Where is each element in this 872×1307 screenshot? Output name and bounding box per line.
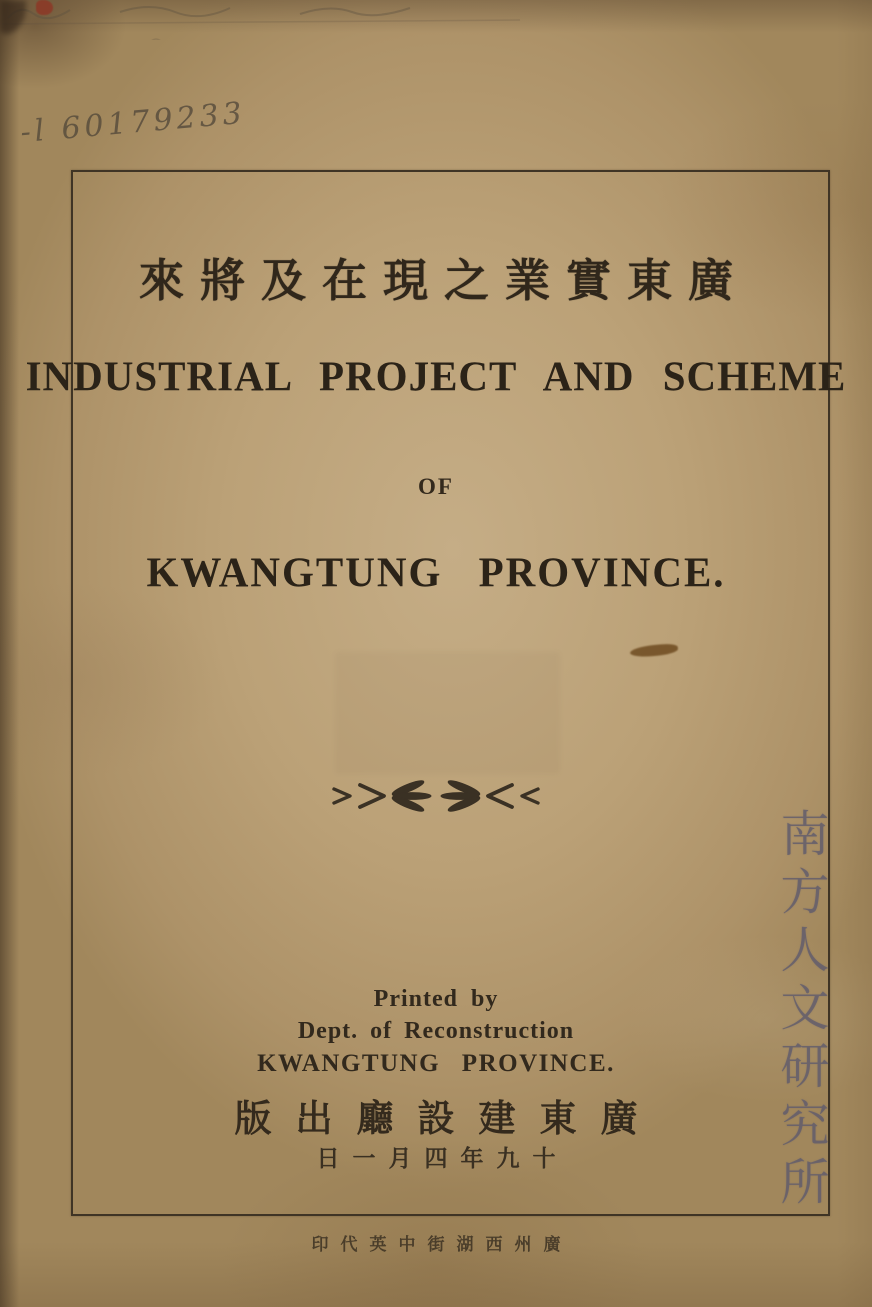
printed-by-line: Printed by (373, 986, 499, 1012)
english-subtitle: KWANGTUNG PROVINCE. (146, 548, 726, 596)
english-title: INDUSTRIAL PROJECT AND SCHEME (25, 352, 847, 400)
handwritten-accession-number: -l 60179233 (18, 95, 248, 151)
title-of-word: OF (418, 474, 454, 499)
faint-embossed-stamp (335, 652, 560, 774)
fleuron-ornament-row (0, 776, 872, 821)
chinese-title: 來將及在現之業實東廣 (138, 256, 749, 306)
top-scribble-marks (0, 0, 600, 40)
date-chinese: 日一月四年九十 (316, 1146, 569, 1171)
printer-chinese: 印代英中街湖西州廣 (311, 1235, 573, 1254)
printed-by-province-line: KWANGTUNG PROVINCE. (257, 1050, 615, 1077)
red-ink-blot (36, 0, 53, 15)
library-stamp-vertical: 南方人文研究所 (773, 808, 830, 1214)
publisher-chinese: 版出廳設建東廣 (234, 1099, 662, 1140)
fleuron-divider-icon (328, 776, 544, 816)
printed-by-dept-line: Dept. of Reconstruction (297, 1018, 575, 1044)
